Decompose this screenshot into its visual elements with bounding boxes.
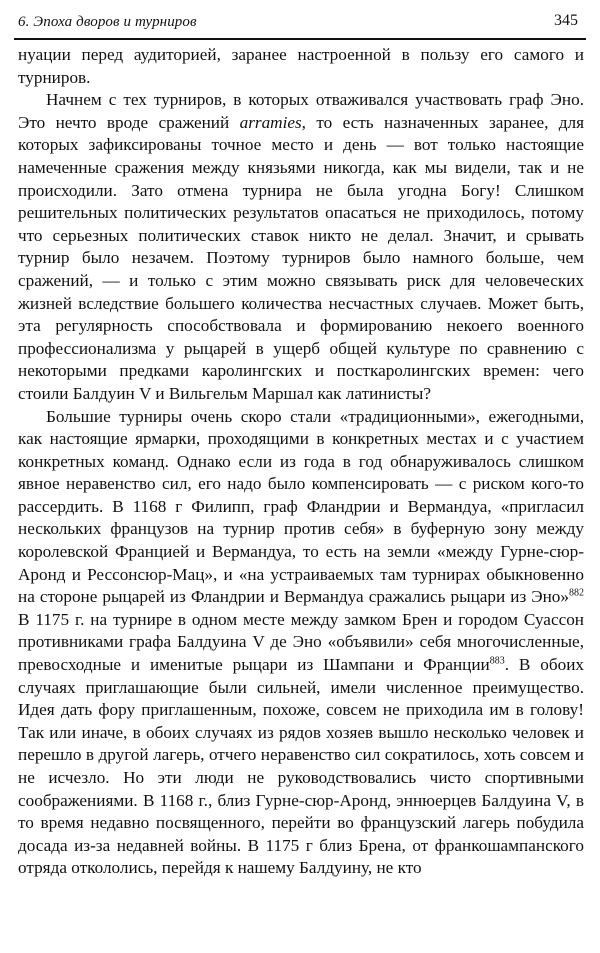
- header-rule: [14, 38, 586, 40]
- paragraph-3-part-c: . В обоих случаях приглашающие были сильней, имели численное преимущество. Идея дать фору приглашенным, похоже, совсем не приходила им в голову! Так или иначе, в обоих случаях из рядов хозяев вышло несколько человек и перешло в другой лагерь, отчего неравенство сил сократилось, хоть совсем и не исчезло. Но эти люди не руководствовались чисто спортивными соображениями. В 1168 г., близ Гурне-сюр-Аронд, эннюерцев Балдуина V, в то время недавно посвященного, перейти во французский лагерь побудила досада из-за недавней войны. В 1175 г близ Брена, от франкошампанского отряда откололись, перейдя к нашему Балдуину, не кто: [18, 655, 584, 878]
- paragraph-3-part-b: В 1175 г. на турнире в одном месте между замком Брен и городом Суассон противниками графа Балдуина V де Эно «объявили» себя многочисленные, превосходные и именитые рыцари из Шампани и Франции: [18, 609, 584, 675]
- term-arramies: arramies: [239, 112, 302, 132]
- page-header: [14, 12, 586, 36]
- paragraph-3-part-a: Большие турниры очень скоро стали «традиционными», ежегодными, как настоящие ярмарки, проходящими в конкретных местах и с участием конкретных команд. Однако если из года в год обнаруживалось слишком явное неравенство сил, его надо было компенсировать — с риском кого-то рассердить. В 1168 г Филипп, граф Фландрии и Вермандуа, «пригласил нескольких французов на турнир против себя» в буферную зону между королевской Францией и Вермандуа, то есть на земли «между Гурне-сюр-Аронд и Рессонсюр-Мац», и «на устраиваемых там турнирах обыкновенно на стороне рыцарей из Фландрии и Вермандуа сражались рыцари из Эно»: [18, 406, 584, 607]
- paragraph-2: [18, 89, 584, 405]
- footnote-ref-883[interactable]: 883: [489, 655, 505, 667]
- body-text: [18, 44, 584, 880]
- running-head: 6. Эпоха дворов и турниров: [18, 14, 197, 30]
- paragraph-3: [18, 406, 584, 880]
- footnote-ref-882[interactable]: 882: [569, 587, 584, 599]
- paragraph-2-part-a: Начнем с тех турниров, в которых отваживался участвовать граф Эно. Это нечто вроде сражений: [18, 90, 584, 132]
- paragraph-2-part-b: , то есть назначенных заранее, для которых зафиксированы точное место и день — вот только настоящие намеченные сражения между князьями никогда, как мы видели, так и не происходили. Зато отмена турнира не была угодна Богу! Слишком решительных политических результатов опасаться не приходилось, потому что серьезных политических ставок никто не делал. Значит, и срывать турнир было незачем. Поэтому турниров было намного больше, чем сражений, — и только с этим можно связывать риск для человеческих жизней вследствие большего количества несчастных случаев. Может быть, эта регулярность способствовала и формированию некоего военного профессионализма у рыцарей в ущерб общей культуре по сравнению с некоторыми предками каролингских и посткаролингских времен: чего стоили Балдуин V и Вильгельм Маршал как латинисты?: [18, 112, 584, 403]
- page-number: 345: [554, 12, 578, 29]
- paragraph-1: нуации перед аудиторией, заранее настроенной в пользу его самого и турниров.: [18, 45, 584, 87]
